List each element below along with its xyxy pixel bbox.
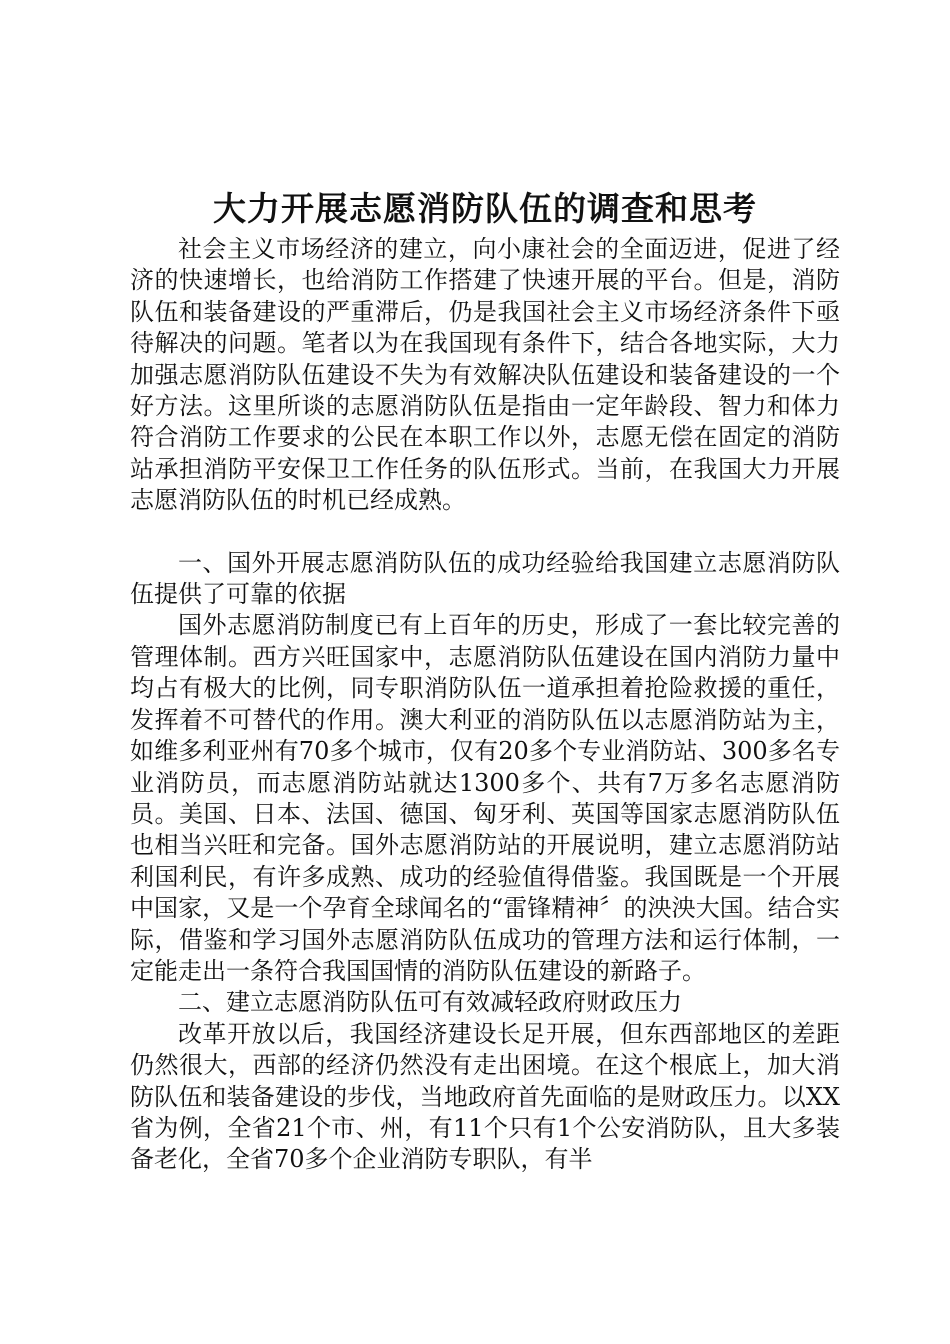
paragraph-gap — [130, 517, 840, 548]
paragraph-section-1: 国外志愿消防制度已有上百年的历史，形成了一套比较完善的管理体制。西方兴旺国家中，志愿消防队伍建设在国内消防力量中均占有极大的比例，同专职消防队伍一道承担着抢险救援的重任，发挥着不可替代的作用。澳大利亚的消防队伍以志愿消防站为主，如维多利亚州有70多个城市，仅有20多个专业消防站、300多名专业消防员，而志愿消防站就达1300多个、共有7万多名志愿消防员。美国、日本、法国、德国、匈牙利、英国等国家志愿消防队伍也相当兴旺和完备。国外志愿消防站的开展说明，建立志愿消防站利国利民，有许多成熟、成功的经验值得借鉴。我国既是一个开展中国家，又是一个孕育全球闻名的“雷锋精神〞的泱泱大国。结合实际，借鉴和学习国外志愿消防队伍成功的管理方法和运行体制，一定能走出一条符合我国国情的消防队伍建设的新路子。 — [130, 611, 840, 985]
document-title: 大力开展志愿消防队伍的调查和思考 — [213, 189, 757, 228]
paragraph-section-2: 改革开放以后，我国经济建设长足开展，但东西部地区的差距仍然很大，西部的经济仍然没有走出困境。在这个根底上，加大消防队伍和装备建设的步伐，当地政府首先面临的是财政压力。以XX省为例，全省21个市、州，有11个只有1个公安消防队，且大多装备老化，全省70多个企业消防专职队，有半 — [130, 1019, 840, 1174]
document-body — [130, 234, 840, 1176]
section-heading-1: 一、国外开展志愿消防队伍的成功经验给我国建立志愿消防队伍提供了可靠的依据 — [130, 548, 840, 609]
paragraph-intro: 社会主义市场经济的建立，向小康社会的全面迈进，促进了经济的快速增长，也给消防工作搭建了快速开展的平台。但是，消防队伍和装备建设的严重滞后，仍是我国社会主义市场经济条件下亟待解决的问题。笔者以为在我国现有条件下，结合各地实际，大力加强志愿消防队伍建设不失为有效解决队伍建设和装备建设的一个好方法。这里所谈的志愿消防队伍是指由一定年龄段、智力和体力符合消防工作要求的公民在本职工作以外，志愿无偿在固定的消防站承担消防平安保卫工作任务的队伍形式。当前，在我国大力开展志愿消防队伍的时机已经成熟。 — [130, 235, 840, 515]
section-heading-2: 二、建立志愿消防队伍可有效减轻政府财政压力 — [178, 988, 682, 1017]
